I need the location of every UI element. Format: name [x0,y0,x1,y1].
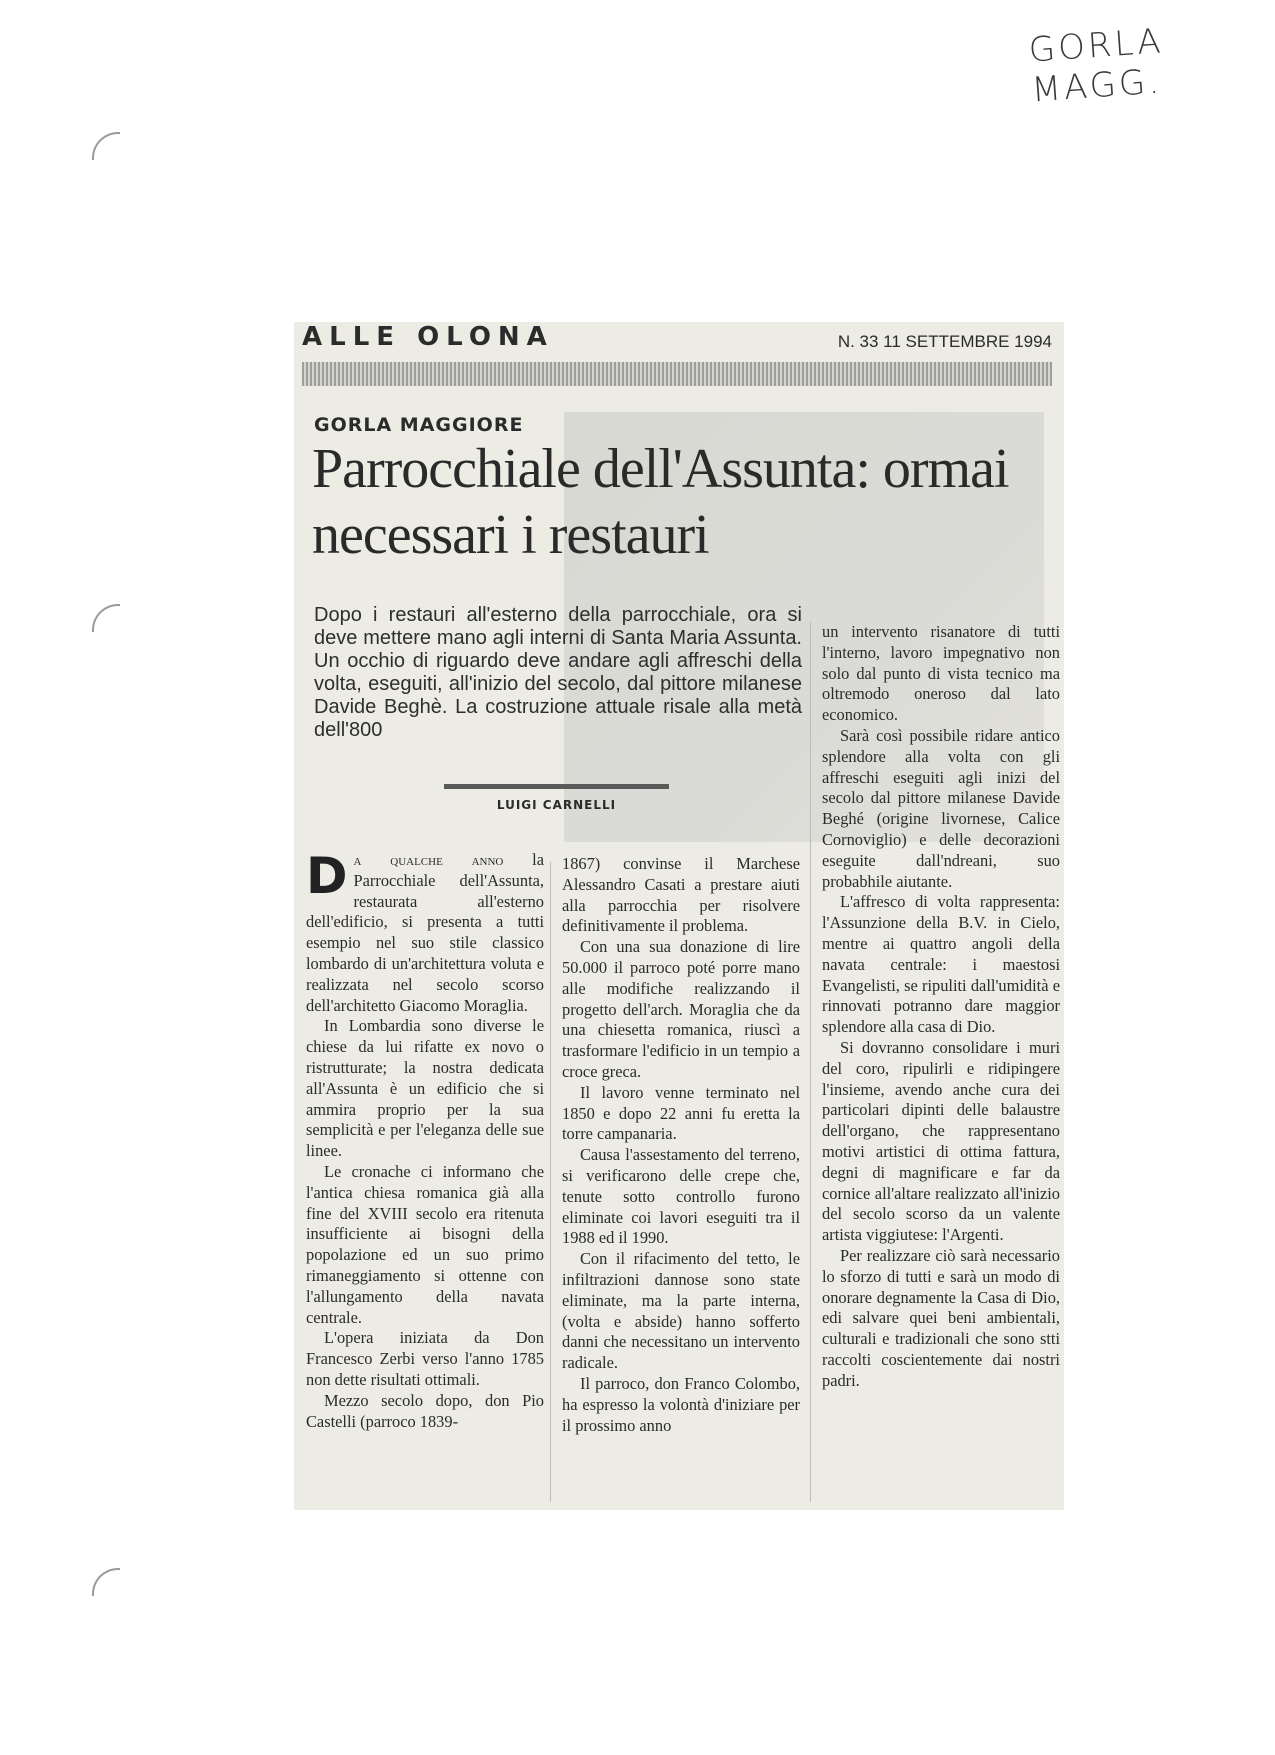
punch-hole-mark [92,132,120,160]
article-deck: Dopo i restauri all'esterno della parrocchiale, ora si deve mettere mano agli interni di Santa Maria Assunta. Un occhio di riguardo deve andare agli affreschi della volta, eseguiti, all'inizio del secolo, dal pittore milanese Davide Beghè. La costruzione attuale risale alla metà dell'800 [314,604,802,741]
lead-smallcaps: a qualche anno [353,850,504,869]
paragraph: L'affresco di volta rappresenta: l'Assunzione della B.V. in Cielo, mentre ai quattro angoli della navata centrale: i maestosi Evangelisti, se ripuliti dall'umidità e rinnovati potranno dare maggior splendore alla casa di Dio. [822,892,1060,1037]
paragraph: Il parroco, don Franco Colombo, ha espresso la volontà d'iniziare per il prossimo anno [562,1373,800,1435]
paragraph: Le cronache ci informano che l'antica chiesa romanica già alla fine del XVIII secolo era ritenuta insufficiente ai bisogni della popolazione ed un suo primo rimaneggiamento si ottenne con l'allungamento della navata centrale. [306,1161,544,1327]
paragraph: Si dovranno consolidare i muri del coro, ripulirli e ridipingere l'insieme, avendo anche cura dei particolari dipinti delle balaustre dell'organo, che rappresentano motivi artistici di ottima fattura, degni di magnificare e far da cornice all'altare realizzato all'inizio del secolo scorso da un valente artista viggiutese: l'Argenti. [822,1037,1060,1245]
article-column-1 [306,847,544,1432]
punch-hole-mark [92,604,120,632]
newspaper-clipping [294,322,1064,1510]
paragraph: Per realizzare ciò sarà necessario lo sforzo di tutti e sarà un modo di onorare degnamente la Casa di Dio, edi salvare quei beni ambientali, culturali e tradizionali che sono stti raccolti coscientemente dai nostri padri. [822,1245,1060,1390]
paragraph: L'opera iniziata da Don Francesco Zerbi verso l'anno 1785 non dette risultati ottimali. [306,1328,544,1389]
article-column-3 [822,622,1060,1391]
issue-date: N. 33 11 SETTEMBRE 1994 [837,332,1052,351]
paragraph: Causa l'assestamento del terreno, si verificarono delle crepe che, tenute sotto controllo furono eliminate coi lavori eseguiti tra il 1988 ed il 1990. [562,1145,800,1248]
column-rule [810,622,811,1502]
paragraph: un intervento risanatore di tutti l'interno, lavoro impegnativo non solo dal punto di vista tecnico ma oltremodo oneroso dal lato economico. [822,622,1060,725]
paragraph: Mezzo secolo dopo, don Pio Castelli (parroco 1839- [306,1390,544,1431]
handwritten-note: GORLA MAGG. [1027,21,1165,111]
section-label: GORLA MAGGIORE [314,414,524,436]
paragraph: In Lombardia sono diverse le chiese da lui rifatte ex novo o ristrutturate; la nostra dedicata all'Assunta è un edificio che si ammira proprio per la sua semplicità e per l'eleganza delle sue linee. [306,1016,544,1161]
punch-hole-mark [92,1568,120,1596]
paragraph: 1867) convinse il Marchese Alessandro Casati a prestare aiuti alla parrocchia per risolvere definitivamente il problema. [562,854,800,936]
byline-rule [444,784,669,789]
masthead-rule [302,362,1052,386]
drop-cap: D [306,847,348,905]
article-column-2 [562,854,800,1436]
headline: Parrocchiale dell'Assunta: ormai necessari i restauri [312,438,1009,566]
paragraph: Con il rifacimento del tetto, le infiltrazioni dannose sono state eliminate, ma la parte interna, (volta e abside) hanno sofferto danni che necessitano un intervento radicale. [562,1249,800,1373]
paragraph: Con una sua donazione di lire 50.000 il parroco poté porre mano alle modifiche realizzando il progetto dell'arch. Moraglia che da una chiesetta romanica, riuscì a trasformare l'edificio in un tempio a croce greca. [562,937,800,1081]
paragraph: Sarà così possibile ridare antico splendore alla volta con gli affreschi eseguiti agli inizi del secolo dal pittore milanese Davide Beghé (origine livornese, Calice Cornoviglio) e delle decorazioni eseguite dall'ndreani, suo probabhile aiutante. [822,725,1060,891]
column-rule [550,862,551,1502]
byline: LUIGI CARNELLI [496,798,617,812]
lead-paragraph [306,847,544,1016]
paragraph: Il lavoro venne terminato nel 1850 e dopo 22 anni fu eretta la torre campanaria. [562,1082,800,1144]
masthead-title: ALLE OLONA [302,322,554,352]
lead-text: la Parrocchiale dell'Assunta, restaurata all'esterno dell'edificio, si presenta a tutti esempio nel suo stile classico lombardo di un'architettura voluta e realizzata nel secolo scorso dell'architetto Giacomo Moraglia. [306,850,544,1015]
